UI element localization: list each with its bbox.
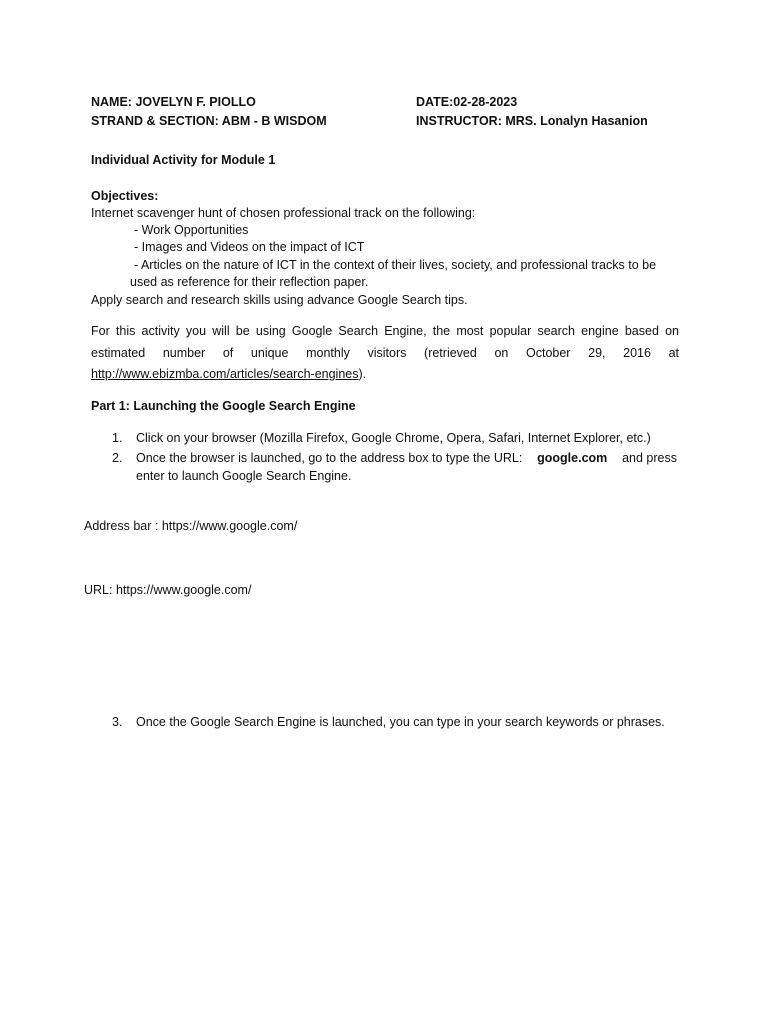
instructor: INSTRUCTOR: MRS. Lonalyn Hasanion (416, 114, 648, 128)
objectives-apply: Apply search and research skills using advance Google Search tips. (91, 293, 468, 307)
objective-item: - Images and Videos on the impact of ICT (134, 240, 365, 254)
step-number: 1. (112, 431, 123, 445)
address-bar-note: Address bar : https://www.google.com/ (84, 519, 298, 533)
activity-title: Individual Activity for Module 1 (91, 153, 276, 167)
paragraph-link-line (91, 367, 366, 381)
paragraph-line: estimated number of unique monthly visitors (retrieved on October 29, 2016 at (91, 346, 679, 360)
part1-heading: Part 1: Launching the Google Search Engine (91, 399, 356, 413)
objective-item: - Work Opportunities (134, 223, 249, 237)
strand-section: STRAND & SECTION: ABM - B WISDOM (91, 114, 327, 128)
step-url-bold: google.com (537, 451, 608, 465)
objectives-heading: Objectives: (91, 189, 159, 203)
link-suffix: ). (358, 367, 367, 381)
objective-item: - Articles on the nature of ICT in the context of their lives, society, and professional tracks to be (134, 258, 657, 272)
paragraph-line: For this activity you will be using Google Search Engine, the most popular search engine based on (91, 324, 679, 338)
search-engines-link[interactable]: http://www.ebizmba.com/articles/search-engines (91, 367, 359, 381)
step-text: Once the browser is launched, go to the address box to type the URL: (136, 451, 523, 465)
step-text: Click on your browser (Mozilla Firefox, Google Chrome, Opera, Safari, Internet Explorer, etc.) (136, 431, 651, 445)
step-text: Once the Google Search Engine is launched, you can type in your search keywords or phrases. (136, 715, 665, 729)
student-name: NAME: JOVELYN F. PIOLLO (91, 95, 256, 109)
objectives-intro: Internet scavenger hunt of chosen professional track on the following: (91, 206, 476, 220)
date: DATE:02-28-2023 (416, 95, 518, 109)
url-note: URL: https://www.google.com/ (84, 583, 252, 597)
step-number: 2. (112, 451, 123, 465)
step-text-line (136, 451, 677, 465)
objective-item: used as reference for their reflection paper. (130, 275, 369, 289)
step-number: 3. (112, 715, 123, 729)
step-text: enter to launch Google Search Engine. (136, 469, 352, 483)
step-text: and press (622, 451, 677, 465)
